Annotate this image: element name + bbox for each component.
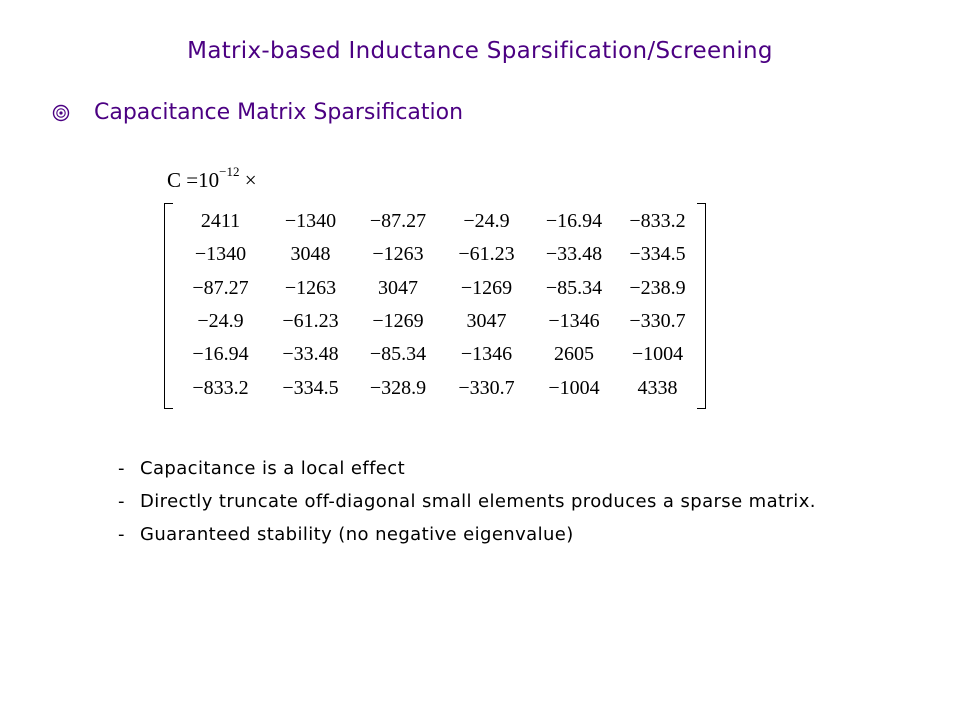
matrix-cell: −833.2 (629, 210, 686, 233)
bullet-dash: - (118, 491, 125, 512)
matrix-cell: −1340 (284, 210, 337, 233)
formula-equals: = (186, 168, 199, 192)
matrix-cell: −85.34 (545, 276, 603, 299)
matrix-cell: −33.48 (282, 343, 339, 366)
matrix-cell: 3048 (290, 243, 331, 266)
matrix-right-bracket (697, 203, 706, 409)
matrix-cell: −24.9 (197, 310, 244, 333)
matrix-cell: −61.23 (458, 243, 515, 266)
matrix-cell: −330.7 (458, 376, 515, 399)
matrix-cell: 4338 (637, 376, 678, 399)
matrix-cell: −24.9 (463, 210, 510, 233)
matrix-cell: −334.5 (629, 243, 686, 266)
matrix-cell: 3047 (466, 310, 507, 333)
matrix-cell: 2411 (200, 210, 241, 233)
section-header (50, 100, 463, 125)
formula-exponent: −12 (219, 164, 240, 179)
matrix-cell: −1346 (460, 343, 513, 366)
matrix-cell: −85.34 (369, 343, 427, 366)
matrix-cell: −1269 (372, 310, 424, 333)
matrix-cell: 2605 (554, 343, 594, 366)
matrix-left-bracket (164, 203, 173, 409)
matrix-cell: −87.27 (192, 276, 249, 299)
formula-lhs: C (167, 168, 182, 192)
section-heading: Capacitance Matrix Sparsification (94, 100, 464, 125)
matrix-cell: 3047 (378, 276, 418, 299)
matrix-cell: −1269 (460, 276, 513, 299)
matrix-cell: −1346 (548, 310, 600, 333)
bullet-points (118, 452, 820, 551)
matrix-cell: −61.23 (282, 310, 339, 333)
matrix-cell: −87.27 (369, 210, 427, 233)
bullet-dash: - (118, 458, 125, 479)
bullet-text: Directly truncate off-diagonal small elements produces a sparse matrix. (140, 491, 816, 512)
bullet-text: Capacitance is a local effect (140, 458, 406, 479)
bullet-point (118, 518, 820, 551)
formula-prefix (167, 164, 257, 193)
ornamental-bullet-icon (50, 102, 72, 124)
capacitance-matrix (164, 203, 706, 407)
matrix-cell: −1340 (194, 243, 247, 266)
matrix-cell: −238.9 (629, 276, 686, 299)
matrix-cell: −328.9 (369, 376, 427, 399)
matrix-grid (174, 205, 698, 405)
matrix-cell: −33.48 (545, 243, 603, 266)
matrix-cell: −1263 (372, 243, 424, 266)
formula-times: × (244, 168, 257, 192)
matrix-cell: −833.2 (192, 376, 249, 399)
matrix-cell: −334.5 (282, 376, 339, 399)
matrix-cell: −1004 (548, 376, 600, 399)
formula-base: 10 (198, 168, 220, 192)
bullet-text: Guaranteed stability (no negative eigenvalue) (140, 524, 574, 545)
matrix-cell: −1263 (284, 276, 337, 299)
matrix-cell: −1004 (631, 343, 684, 366)
bullet-dash: - (118, 524, 125, 545)
slide-title: Matrix-based Inductance Sparsification/Screening (187, 38, 773, 64)
bullet-point (118, 452, 820, 485)
matrix-cell: −330.7 (629, 310, 686, 333)
matrix-cell: −16.94 (192, 343, 249, 366)
bullet-point (118, 485, 820, 518)
matrix-cell: −16.94 (545, 210, 603, 233)
